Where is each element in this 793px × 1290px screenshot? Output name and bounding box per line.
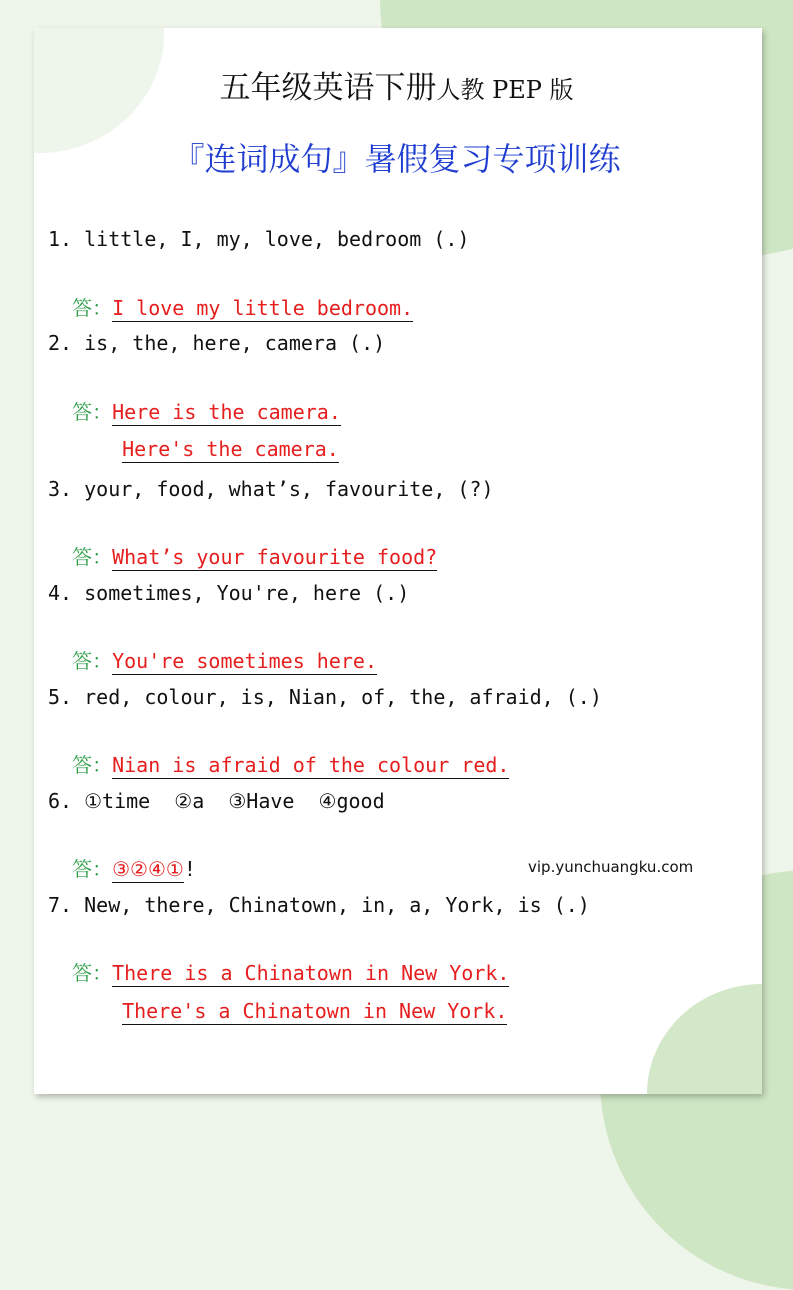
question-5: 5. red, colour, is, Nian, of, the, afraid, (.) [48, 685, 602, 709]
title-main: 五年级英语下册 [219, 70, 437, 106]
answer-3 [48, 517, 437, 570]
answer-1 [48, 268, 413, 321]
question-3: 3. your, food, what’s, favourite, (?) [48, 477, 494, 501]
question-7: 7. New, there, Chinatown, in, a, York, is (.) [48, 893, 590, 917]
answer-label: 答： [72, 649, 113, 673]
answer-text: What’s your favourite food? [112, 545, 438, 569]
watermark-text: vip.yunchuangku.com [528, 858, 694, 876]
answer-label: 答： [72, 545, 113, 569]
page-title [0, 62, 793, 107]
answer-punctuation: ! [183, 857, 196, 881]
answer-text: Here is the camera. [112, 400, 341, 424]
answer-text: There is a Chinatown in New York. [112, 961, 510, 985]
answer-label: 答： [72, 400, 113, 424]
page-corner-cut-bottom-right [647, 984, 762, 1094]
answer-label: 答： [72, 961, 113, 985]
question-2: 2. is, the, here, camera (.) [48, 331, 386, 355]
title-edition: 人教 PEP 版 [436, 76, 574, 104]
answer-5 [48, 725, 509, 778]
answer-text: You're sometimes here. [112, 649, 377, 673]
answer-4 [48, 621, 377, 674]
question-1: 1. little, I, my, love, bedroom (.) [48, 227, 470, 251]
answer-2-alt [98, 413, 339, 461]
answer-label: 答： [72, 753, 113, 777]
answer-label: 答： [72, 857, 113, 881]
answer-text: I love my little bedroom. [112, 296, 414, 320]
page-subtitle: 『连词成句』暑假复习专项训练 [172, 140, 621, 178]
answer-text: Here's the camera. [122, 437, 339, 461]
answer-text: Nian is afraid of the colour red. [112, 753, 510, 777]
answer-7-alt [98, 975, 507, 1023]
question-4: 4. sometimes, You're, here (.) [48, 581, 410, 605]
answer-label: 答： [72, 296, 113, 320]
question-6: 6. ①time ②a ③Have ④good [48, 789, 385, 813]
answer-text: There's a Chinatown in New York. [122, 999, 508, 1023]
answer-6 [48, 829, 196, 882]
answer-text: ③②④① [112, 857, 184, 881]
